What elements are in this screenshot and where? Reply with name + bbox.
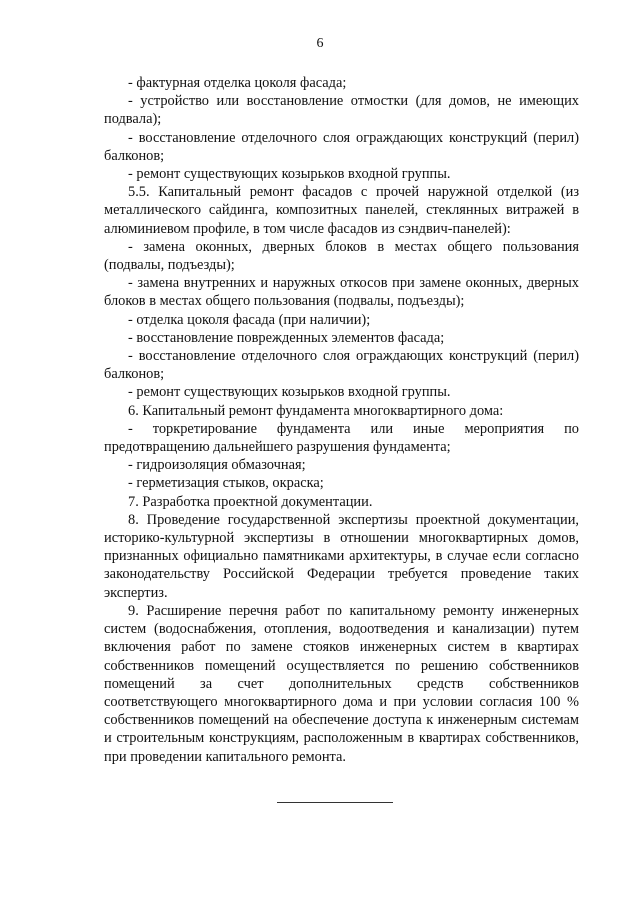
document-body <box>104 74 579 766</box>
page-number: 6 <box>316 36 324 51</box>
list-item: - восстановление отделочного слоя ограждающих конструкций (перил) балконов; <box>104 348 579 383</box>
list-item: - отделка цоколя фасада (при наличии); <box>128 311 371 328</box>
list-item: - ремонт существующих козырьков входной группы. <box>128 166 451 183</box>
list-item: - фактурная отделка цоколя фасада; <box>128 75 347 91</box>
list-item: - восстановление поврежденных элементов фасада; <box>128 329 445 346</box>
list-item: - торкретирование фундамента или иные мероприятия по предотвращению дальнейшего разрушения фундамента; <box>104 420 579 456</box>
list-item: - замена внутренних и наружных откосов при замене оконных, дверных блоков в местах общего пользования (подвалы, подъезды); <box>104 275 579 310</box>
section-paragraph: 9. Расширение перечня работ по капитальному ремонту инженерных систем (водоснабжения, отопления, водоотведения и канализации) путем включения работ по замене стояков инженерных систем в квартирах собственников помещений осуществляется по решению собственников помещений за счет дополнительных средств собственников соответствующего многоквартирного дома и при условии согласия 100 % собственников помещений на обеспечение доступа к инженерным системам и строительным конструкциям, расположенным в квартирах собственников, при проведении капитального ремонта. <box>104 602 579 765</box>
list-item: - герметизация стыков, окраска; <box>128 475 324 492</box>
end-separator-line <box>277 802 393 803</box>
section-paragraph: 7. Разработка проектной документации. <box>128 493 373 510</box>
section-paragraph: 8. Проведение государственной экспертизы проектной документации, историко-культурной экспертизы в отношении многоквартирных домов, признанных официально памятниками архитектуры, в случае если согласно законодательству Российской Федерации требуется проведение таких экспертиз. <box>104 511 579 601</box>
section-paragraph: 5.5. Капитальный ремонт фасадов с прочей наружной отделкой (из металлического сайдинга, композитных панелей, стеклянных витражей в алюминиевом профиле, в том числе фасадов из сэндвич-панелей): <box>104 184 579 237</box>
list-item: - гидроизоляция обмазочная; <box>128 457 306 474</box>
list-item: - восстановление отделочного слоя ограждающих конструкций (перил) балконов; <box>104 129 579 164</box>
list-item: - устройство или восстановление отмостки (для домов, не имеющих подвала); <box>104 93 579 128</box>
section-paragraph: 6. Капитальный ремонт фундамента многоквартирного дома: <box>128 402 504 419</box>
list-item: - ремонт существующих козырьков входной группы. <box>128 384 451 401</box>
list-item: - замена оконных, дверных блоков в местах общего пользования (подвалы, подъезды); <box>104 238 579 274</box>
